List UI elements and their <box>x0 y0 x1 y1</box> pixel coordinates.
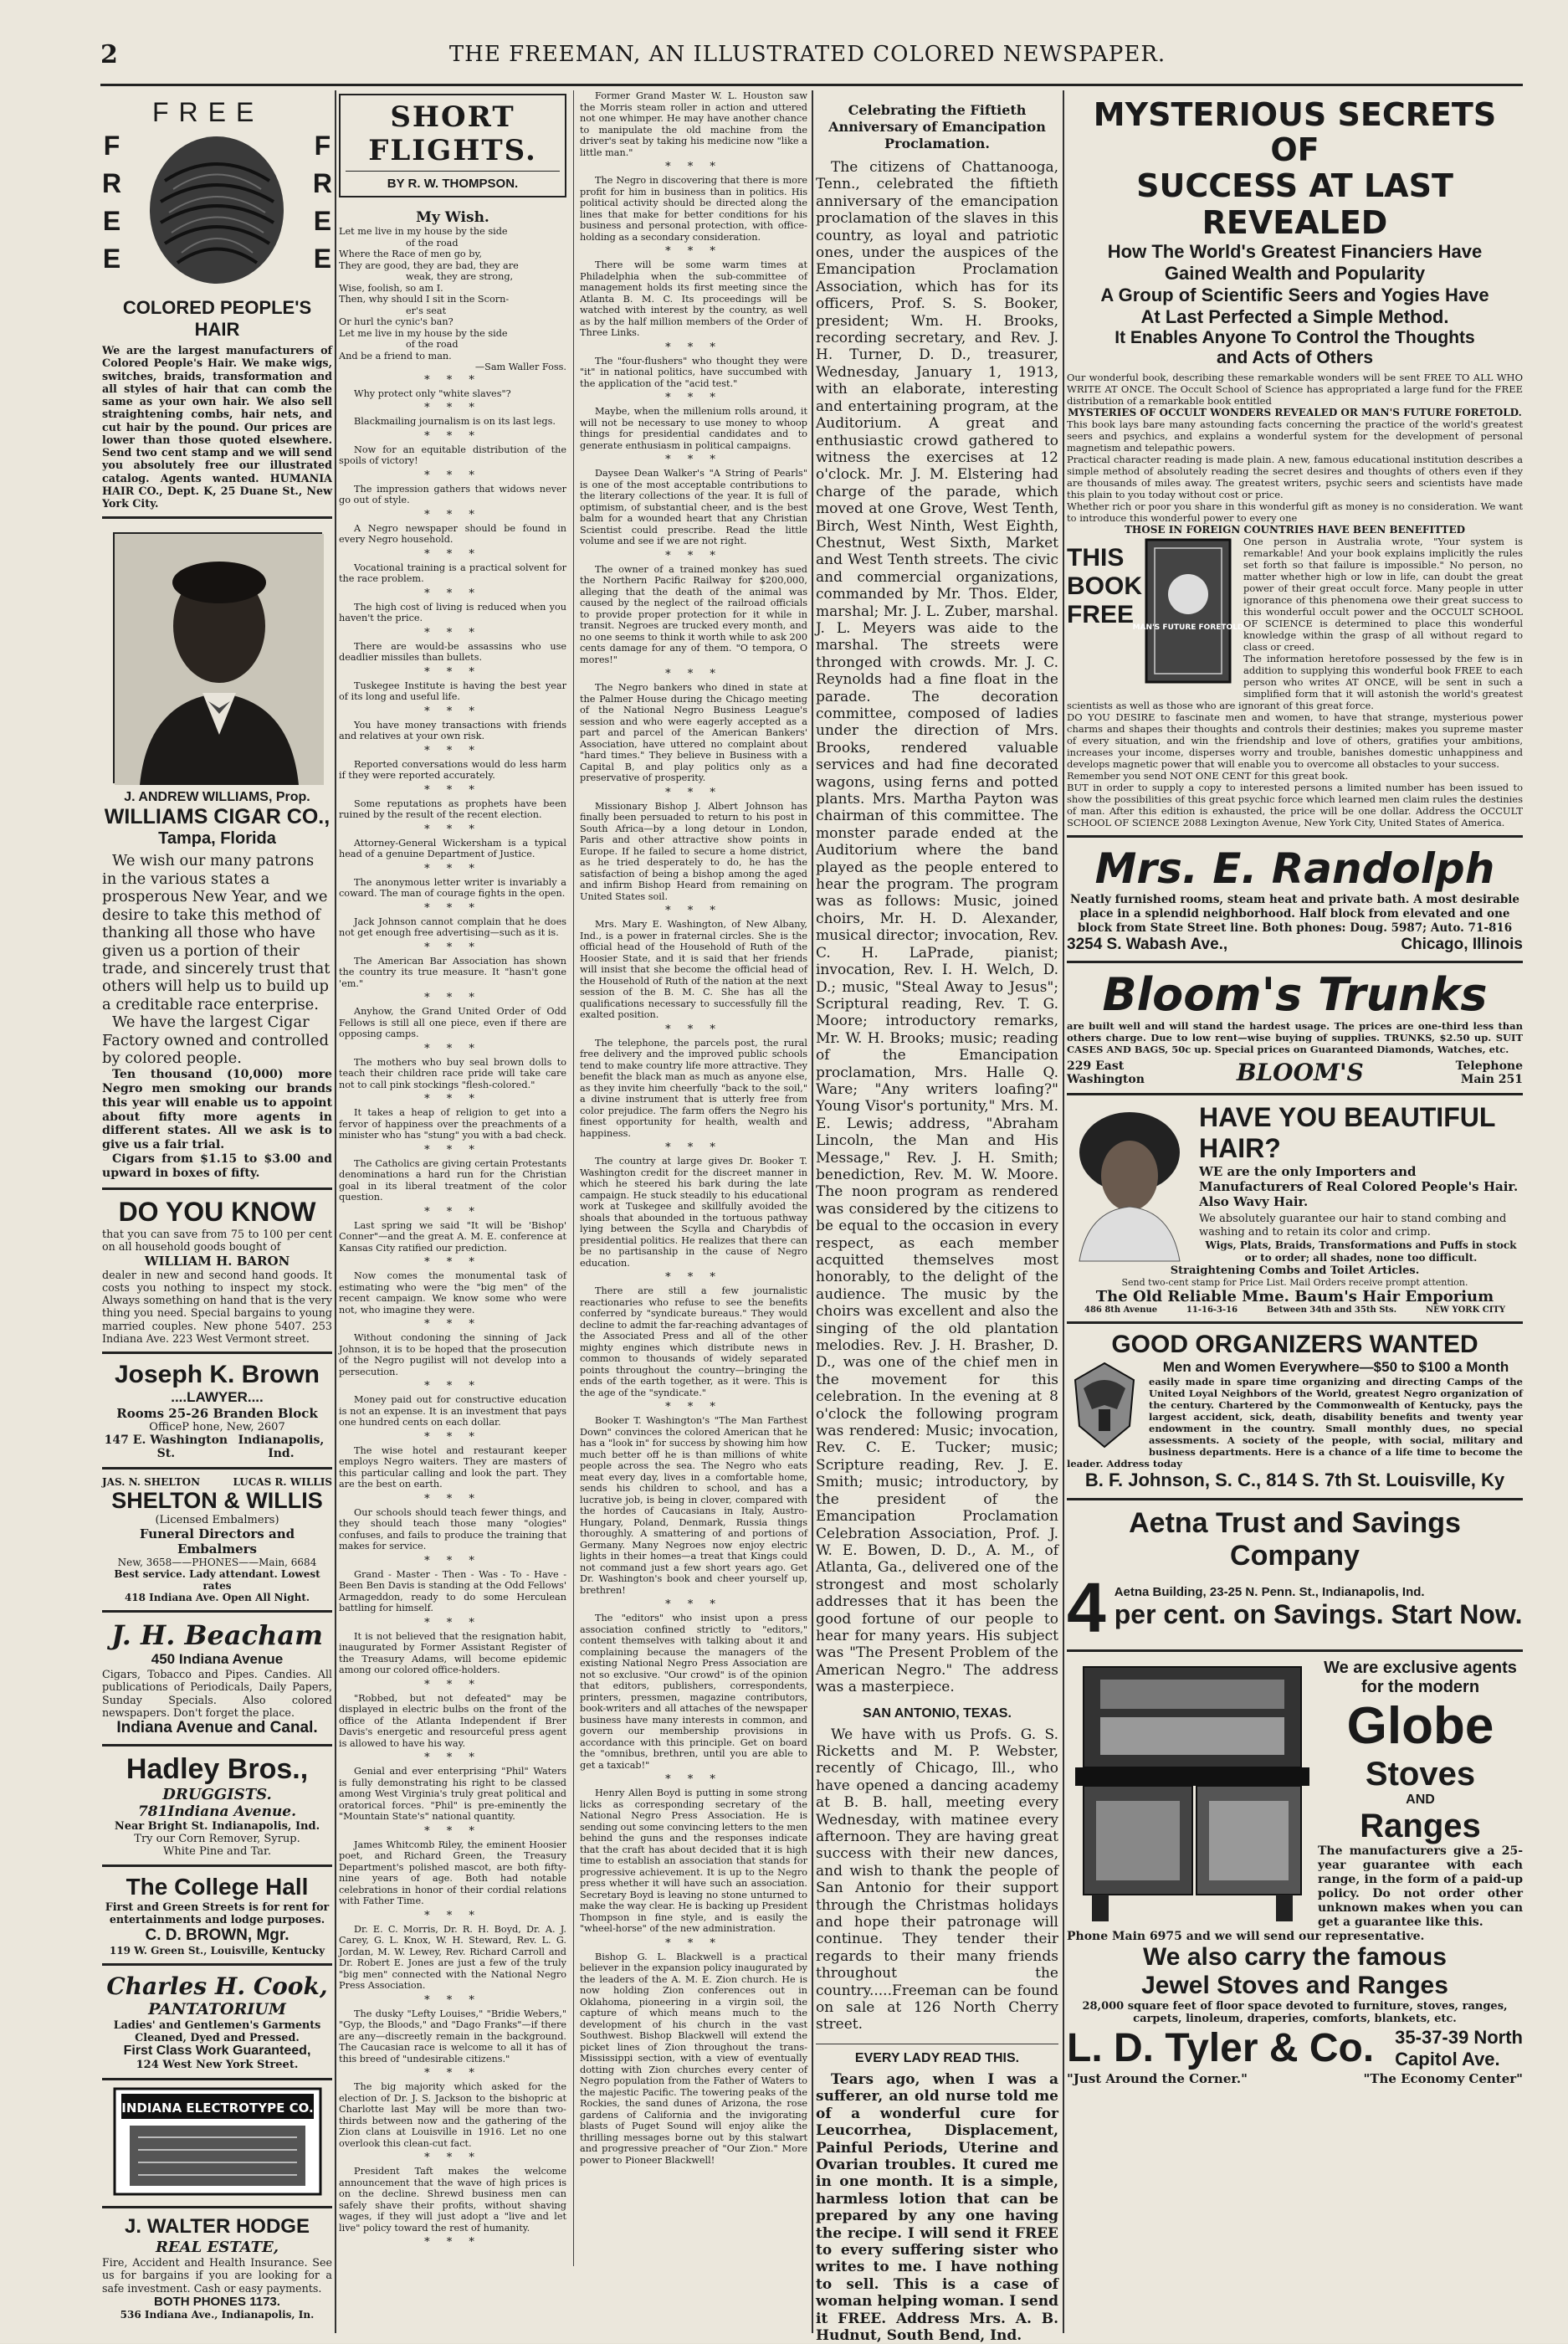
cigar-p1: We wish our many patrons in the various states a prosperous New Year, and we desire to take this method of thanking all those who have given us a portion of their trade, and sincerely trust that others will help us to build up a creditable race enterprise. <box>102 852 331 1013</box>
aetna-name: Aetna Trust and Savings Company <box>1129 1507 1461 1572</box>
separator-stars: * * * <box>665 1023 722 1036</box>
hodge-phones: BOTH PHONES 1173. <box>154 2294 280 2309</box>
separator-stars: * * * <box>424 2067 481 2080</box>
blooms-telephone: Telephone Main 251 <box>1455 1059 1523 1086</box>
lawyer-street-row: 147 E. Washington St. Indianapolis, Ind. <box>104 1434 325 1461</box>
short-flight-item: Without condoning the sinning of Jack Johnson, it is to be hoped that the prosecution of the Negro pugilist will not develop into a persecution. <box>339 1332 566 1377</box>
short-flights-byline: BY R. W. THOMPSON. <box>387 177 519 191</box>
separator-stars: * * * <box>424 1093 481 1105</box>
cigar-city: Tampa, Florida <box>158 829 276 849</box>
short-flight-item: There are would-be assassins who use deadlier missiles than bullets. <box>339 640 566 663</box>
column-divider <box>812 90 813 2333</box>
secrets-p8: Remember you send NOT ONE CENT for this great book. <box>1067 770 1349 782</box>
separator-stars: * * * <box>424 783 481 797</box>
college-body: First and Green Streets is for rent for entertainments and lodge purposes. <box>105 1900 330 1926</box>
secrets-p7: DO YOU DESIRE to fascinate men and women, to have that strange, mysterious power charms and shapes their thoughts and controls their destinies; makes you supreme master of every situation, and win the friendship and love of others, gratifies your ambitions, increases your income, disperses worry and trouble, banishes domestic unhappiness and develops magnetic power that will enable you to overcome all obstacles to your success. <box>1067 711 1523 770</box>
separator-stars: * * * <box>665 668 722 680</box>
separator-stars: * * * <box>424 1616 481 1629</box>
short-flight-item: The impression gathers that widows never go out of style. <box>339 483 566 505</box>
header-rule <box>100 84 1523 86</box>
separator-stars: * * * <box>665 341 722 354</box>
poem-line: They are good, they are bad, they are <box>339 259 519 271</box>
separator-stars: * * * <box>424 992 481 1004</box>
hadley-name: Hadley Bros., <box>126 1753 309 1786</box>
secrets-book-section <box>1067 536 1523 653</box>
separator-stars: * * * <box>424 665 481 679</box>
san-antonio-heading: SAN ANTONIO, TEXAS. <box>863 1705 1012 1721</box>
separator-stars: * * * <box>424 1430 481 1444</box>
globe-phone: Phone Main 6975 and we will send our representative. <box>1067 1930 1425 1943</box>
secrets-s6: and Acts of Others <box>1216 348 1374 367</box>
electrotype-name: INDIANA ELECTROTYPE CO. <box>120 2100 314 2116</box>
short-flight-item: Jack Johnson cannot complain that he does not get enough free advertising—such as it is. <box>339 916 566 938</box>
separator-stars: * * * <box>424 2152 481 2164</box>
baum-hair-ad <box>1067 1095 1523 1324</box>
short-flight-item: President Taft makes the welcome announcement that the wave of high prices is on the decline. Shrewd business men can safely shave their profits, without shaving wages, if they will just adopt a "live and let live" policy toward the rest of humanity. <box>339 2166 566 2234</box>
cook-ad <box>102 1966 332 2081</box>
woman-portrait <box>1067 1102 1192 1261</box>
cigar-p3: Ten thousand (10,000) more Negro men smoking our brands this year will enable us to appoint about fifty more agents in different states. All we ask is to give us a fair trial. <box>102 1067 332 1152</box>
doyouknow-t1: that you can save from 75 to 100 per cent on all household goods bought of <box>102 1228 332 1254</box>
hair-title: COLORED PEOPLE'S HAIR <box>122 297 312 340</box>
short-flight-item: James Whitcomb Riley, the eminent Hoosier poet, and Richard Green, the Treasury Department's polished mascot, are both fifty-nine years of age. Both had notable celebrations in honor of their cordial relations with Father Time. <box>339 1839 566 1906</box>
organizers-sub: Men and Women Everywhere—$50 to $100 a Month <box>1162 1359 1509 1375</box>
globe-p1: The manufacturers give a 25-year guarantee with each range, in the form of a paid-up policy. Do not order other unknown makes when you can get a guarantee like this. <box>1318 1844 1523 1929</box>
organizers-body: easily made in spare time organizing and directing Camps of the United Loyal Neighbors of the World, greatest Negro organization of the century. Chartered by the Commonwealth of Kentucky, pays the largest accident, sick, death, disability benefits and twenty year endowment in the country. Small monthly dues, no special assessments. A society of the people, with social, military and business departments. Here is a chance of a life time to become the leader. Address today <box>1067 1376 1523 1469</box>
short-flight-item: Vocational training is a practical solvent for the race problem. <box>339 562 566 584</box>
cook-sub: PANTATORIUM <box>148 1999 286 2018</box>
shelton-l2: 418 Indiana Ave. Open All Night. <box>124 1592 310 1604</box>
baum-name: The Old Reliable Mme. Baum's Hair Emporium <box>1095 1288 1494 1305</box>
secrets-p1b: MYSTERIES OF OCCULT WONDERS REVEALED OR MAN'S FUTURE FORETOLD. <box>1068 407 1522 418</box>
san-antonio-article: We have with us Profs. G. S. Ricketts and M. P. Webster, recently of Chicago, Ill., who have opened a dancing academy at B. B. hall, meeting every Wednesday, with matinee every afternoon. They are having great success with their new dances, and wish to thank the people of San Antonio for their support through the Christmas holidays and hope their patronage will continue. They tender their regards to their many friends throughout the country.....Freeman can be found on sale at 126 North Cherry street. <box>816 1726 1058 2034</box>
secrets-s2: Gained Wealth and Popularity <box>1164 263 1426 284</box>
blooms-name: Bloom's Trunks <box>1102 968 1488 1021</box>
cook-l1: First Class Work Guaranteed, <box>123 2044 311 2059</box>
tyler-address: 35-37-39 North Capitol Ave. <box>1395 2026 1523 2070</box>
hodge-addr: 536 Indiana Ave., Indianapolis, In. <box>120 2308 315 2321</box>
separator-stars: * * * <box>424 1492 481 1505</box>
short-flight-item: The Negro bankers who dined in state at the Palmer House during the Chicago meeting of the National Negro Business League's session and who were eagerly accepted as a part and parcel of the American Bankers' Association, have uttered no complaint about "hard times." They believe in Business with a Capital B, and play politics only as a preservative of prosperity. <box>580 682 807 783</box>
separator-stars: * * * <box>665 549 722 562</box>
short-flight-item: Maybe, when the millenium rolls around, it will not be necessary to use money to whoop things for presidential candidates and to generate enthusiasm in political campaigns. <box>580 406 807 451</box>
poem-line: of the road <box>406 237 459 249</box>
separator-stars: * * * <box>424 1824 481 1838</box>
short-flight-item: The Negro in discovering that there is more profit for him in business than in politics. His political activity should be directed along the lines that make for better conditions for his business and personal protection, with office-holding as a secondary consideration. <box>580 175 807 243</box>
globe-c1: We also carry the famous <box>1143 1943 1447 1971</box>
tyler-row <box>1067 2025 1523 2071</box>
separator-stars: * * * <box>424 429 481 443</box>
doyouknow-title: DO YOU KNOW <box>118 1197 316 1228</box>
globe-ranges: Ranges <box>1360 1808 1481 1844</box>
lawyer-phone: OfficeP hone, New, 2607 <box>149 1421 285 1434</box>
short-flight-item: Anyhow, the Grand United Order of Odd Fellows is still all one piece, even if there are opposing camps. <box>339 1006 566 1039</box>
secrets-p2: This book lays bare many astounding facts concerning the practice of the world's greatest seers and psychics, and explains a wonderful system for the development of personal magnetism and telepathic powers. <box>1067 418 1523 454</box>
short-flight-item: There are still a few journalistic reactionaries who refuse to see the benefits conferred by "syndicate bureaus." They would decline to admit the far-reaching advantages of the Associated Press and all of the other mighty engines which distribute news in common to thousands of widely separated points throughout the country—bringing the ends of the earth together, as it were. This is the age of the "syndicate." <box>580 1285 807 1398</box>
book-cover-title: MAN'S FUTURE FORETOLD <box>1132 623 1244 632</box>
separator-stars: * * * <box>424 1380 481 1393</box>
separator-stars: * * * <box>424 626 481 639</box>
page-number: 2 <box>100 39 118 69</box>
poem-line: And be a friend to man. <box>339 350 452 362</box>
short-flight-item: Mrs. Mary E. Washington, of New Albany, Ind., is a power in fraternal circles. She is the official head of the Household of Ruth of the Hoosier State, and it is said that her friends will insist that she become the official head of the Household of Ruth of the nation at the next session of the B. M. C. She has all the qualifications necessary to successfully fill the exalted position. <box>580 919 807 1020</box>
short-flight-item: Why protect only "white slaves"? <box>354 387 511 399</box>
every-lady-article: Tears ago, when I was a sufferer, an old nurse told me of a wonderful cure for Leucorrhea, Displacement, Painful Periods, Uterine and Ovarian troubles. It cured me in one month. It is a simple, harmless lotion that can be prepared by any one having the recipe. I will send it FREE to every suffering sister who writes to me. I have nothing to sell. This is a case of woman helping woman. I send it FREE. Address Mrs. A. B. Hudnut, South Bend, Ind. <box>816 2070 1058 2344</box>
hadley-addr: 781Indiana Avenue. <box>137 1803 297 1821</box>
page-header <box>100 33 1514 75</box>
short-flight-item: Missionary Bishop J. Albert Johnson has finally been persuaded to return to his post in South Africa—by a long detour in London, Paris and other attractive show points in Europe. If he failed to secure a home district, as he tried desperately to do, he has the satisfaction of being a bishop among the aged and infirm Bishop Heard from remaining on United States soil. <box>580 800 807 902</box>
organizers-body-row <box>1067 1359 1523 1469</box>
aetna-ad <box>1067 1500 1523 1652</box>
beacham-name: J. H. Beacham <box>111 1619 323 1652</box>
book-illustration <box>1067 536 1244 690</box>
short-flight-item: It is not believed that the resignation habit, inaugurated by Former Assistant Register of the Treasury Adams, will become epidemic among our colored office-holders. <box>339 1630 566 1675</box>
column-divider <box>1063 90 1064 2333</box>
baum-p4: Straightening Combs and Toilet Articles. <box>1170 1264 1420 1277</box>
short-flight-item: Blackmailing journalism is on its last legs. <box>354 416 556 427</box>
aetna-rate: per cent. on Savings. Start Now. <box>1114 1599 1523 1629</box>
eagle-emblem <box>1067 1359 1142 1451</box>
poem-line: Let me live in my house by the side <box>339 226 508 237</box>
short-flight-item: The dusky "Lefty Louises," "Bridie Webers," "Gyp, the Bloods," and "Dago Franks"—if there are any—discreetly remain in the background. The Caucasian race is welcome to all it has of this breed of "undesirable citizens." <box>339 2008 566 2064</box>
separator-stars: * * * <box>665 392 722 404</box>
ads-column-right <box>1067 90 1523 2333</box>
short-flight-item: The high cost of living is reduced when you haven't the price. <box>339 601 566 623</box>
shelton-l1: Best service. Lady attendant. Lowest rates <box>114 1568 320 1593</box>
cigar-p4: Cigars from $1.15 to $3.00 and upward in boxes of fifty. <box>102 1152 332 1181</box>
separator-stars: * * * <box>665 1401 722 1413</box>
secrets-s4: At Last Perfected a Simple Method. <box>1140 306 1449 327</box>
separator-stars: * * * <box>424 587 481 600</box>
baum-hair-top <box>1067 1102 1523 1239</box>
free-left: F R E E <box>102 131 122 274</box>
separator-stars: * * * <box>424 705 481 718</box>
randolph-ad <box>1067 838 1523 963</box>
short-flight-item: The "editors" who insist upon a press association confined strictly to "editors," content themselves with talking about it and complaining because the managers of the existing National Negro Press Association are not so exclusive. "Our crowd" is of the opinion that editors, publishers, correspondents, printers, pressmen, magazine contributors, book-writers and all attaches of the newspaper business have many interests in common, and govern our membership provisions in accordance with this principle. Get on board the "omnibus, brethren, until you are able to get a taxicab!" <box>580 1613 807 1771</box>
separator-stars: * * * <box>424 1256 481 1269</box>
short-flight-item: "Robbed, but not defeated" may be displayed in electric bulbs on the front of the office of the Atlanta Independent if Brer Davis's energetic and resourceful press agent is allowed to have his way. <box>339 1692 566 1749</box>
short-flight-item: The country at large gives Dr. Booker T. Washington credit for the discreet manner in which he steered his bark during the late campaign. He stuck steadily to his educational work at Tuskegee and skillfully avoided the shoals that abounded in the tortuous pathway lying between the Scylla and Charybdis of presidential politics. He realizes that there can be no partisanship in the cause of Negro education. <box>580 1156 807 1269</box>
short-flight-item: The wise hotel and restaurant keeper employs Negro waiters. They are masters of this particular calling and look the part. They are the best on earth. <box>339 1444 566 1490</box>
hadley-ad <box>102 1746 332 1867</box>
separator-stars: * * * <box>424 1205 481 1218</box>
separator-stars: * * * <box>424 823 481 836</box>
lawyer-title: ....LAWYER.... <box>171 1389 264 1406</box>
separator-stars: * * * <box>424 901 481 915</box>
cigar-prop: J. ANDREW WILLIAMS, Prop. <box>124 790 310 805</box>
globe-c2: Jewel Stoves and Ranges <box>1141 1972 1448 1999</box>
short-flights-text <box>339 90 807 2266</box>
separator-stars: * * * <box>424 2236 481 2249</box>
short-flight-item: Now for an equitable distribution of the spoils of victory! <box>339 444 566 466</box>
separator-stars: * * * <box>424 1993 481 2007</box>
secrets-p3: Practical character reading is made plain. A new, famous educational institution describes a simple method of absolutely reading the secret desires and thoughts of others even if they are thousands of miles away. The greatest writers, psychic seers and scientists have made this plain to you today without cost or price. <box>1067 454 1523 500</box>
stove-illustration <box>1067 1659 1318 1926</box>
beacham-body: Cigars, Tobacco and Pipes. Candies. All publications of Periodicals, Daily Papers, Sunday Specials. Also colored newspapers. Don't forget the place. <box>102 1668 332 1719</box>
cook-l2: 124 West New York Street. <box>136 2059 299 2072</box>
globe-stoves-ad <box>1067 1652 1523 2093</box>
short-flight-item: The telephone, the parcels post, the rural free delivery and the improved public schools tend to make country life more attractive. They benefit the black man as much as anyone else, as they invite him cheerfully "back to the soil," a divine instrument that is utterly free from color prejudice. The farm offers the Negro his finest opportunity for health, wealth and happiness. <box>580 1037 807 1139</box>
separator-stars: * * * <box>424 1752 481 1764</box>
separator-stars: * * * <box>424 941 481 954</box>
secrets-ad <box>1067 90 1523 838</box>
shelton-phones: New, 3658——PHONES——Main, 6684 <box>117 1557 317 1569</box>
separator-stars: * * * <box>424 1909 481 1922</box>
cigar-p2: We have the largest Cigar Factory owned and controlled by colored people. <box>102 1013 329 1068</box>
book-free-text: THIS BOOK FREE <box>1067 544 1142 628</box>
short-flight-item: The Catholics are giving certain Protestants denominations a hard run for the Christian goal in its liberal treatment of the color question. <box>339 1157 566 1203</box>
cook-name: Charles H. Cook, <box>106 1972 328 2000</box>
separator-stars: * * * <box>424 373 481 387</box>
baum-p3: Wigs, Plats, Braids, Transformations and Puffs in stock or to order; all shades, none too difficult. <box>1205 1239 1517 1264</box>
poem-line: weak, they are strong, <box>406 271 514 282</box>
separator-stars: * * * <box>665 905 722 917</box>
secrets-s1: How The World's Greatest Financiers Have <box>1107 241 1483 262</box>
separator-stars: * * * <box>424 547 481 561</box>
short-flight-item: The "four-flushers" who thought they were "it" in national politics, have succumbed with the application of the "acid test." <box>580 355 807 389</box>
globe-s1: We are exclusive agents <box>1324 1659 1517 1677</box>
tyler-name: L. D. Tyler & Co. <box>1067 2026 1375 2070</box>
separator-stars: * * * <box>424 1318 481 1331</box>
tyler-slogans: "Just Around the Corner." "The Economy Center" <box>1067 2071 1523 2086</box>
hair-braid-illustration <box>140 131 295 290</box>
secrets-p9: BUT in order to supply a copy to interested persons a limited number has been issued to show the possibilities of this great psychic force which learned men claim rules the destinies of man. After this edition is exhausted, the price will be one dollar. Address the OCCULT SCHOOL OF SCIENCE 2088 Lexington Avenue, New York City, United States of America. <box>1067 782 1523 828</box>
poem-line: Where the Race of men go by, <box>339 249 482 259</box>
short-flight-item: You have money transactions with friends and relatives at your own risk. <box>339 719 566 741</box>
hair-body: We are the largest manufacturers of Colored People's Hair. We make wigs, switches, braids, transformation and all styles of hair that can comb the same as your own hair. We also sell straightening combs, hair nets, and cut hair by the pound. Our prices are lower than those quoted elsewhere. Send two cent stamp and we will send you absolutely free our illustrated catalog. Agents wanted. HUMANIA HAIR CO., Dept. K, 25 Duane St., New York City. <box>102 344 332 510</box>
poem-line: Then, why should I sit in the Scorn- <box>339 294 510 305</box>
secrets-sub: THOSE IN FOREIGN COUNTRIES HAVE BEEN BENEFITTED <box>1124 524 1466 536</box>
hair-ad <box>102 90 332 519</box>
college-name: The College Hall <box>126 1874 309 1900</box>
free-banner <box>102 97 332 294</box>
separator-stars: * * * <box>424 508 481 521</box>
short-flight-item: Grand - Master - Then - Was - To - Have - Been Ben Davis is standing at the Odd Fellows' Armageddon, ready to do some Herculean battling for himself. <box>339 1568 566 1613</box>
separator-stars: * * * <box>665 245 722 258</box>
lawyer-name: Joseph K. Brown <box>114 1361 320 1389</box>
ads-column-left <box>102 90 332 2333</box>
shelton-sub: (Licensed Embalmers) <box>155 1514 279 1527</box>
short-flight-item: Bishop G. L. Blackwell is a practical believer in the expansion policy inaugurated by the leaders of the A. M. E. Zion church. He is now holding Zion conferences out in Oklahoma, pioneering in a virgin soil, the capture of which means much to the development of his church in the vast Southwest. Bishop Blackwell will extend the picket lines of Zion throughout the trans-Mississippi section, with a view of eventually dotting with Zion churches every center of Negro population from the Father of Waters to the majestic Pacific. The towering peaks of the Rockies, the sand dunes of Arizona, the rose gardens of California and the invigorating blasts of Puget Sound will enjoy alike the thrilling messages borne out by this stalwart and progressive preacher of "Our Zion." More power to Pioneer Blackwell! <box>580 1951 807 2166</box>
hodge-ad <box>102 2208 332 2327</box>
separator-stars: * * * <box>665 1936 722 1950</box>
beacham-addr: 450 Indiana Avenue <box>151 1651 284 1668</box>
secrets-h2: SUCCESS AT LAST REVEALED <box>1136 167 1453 241</box>
book-cover <box>1132 536 1244 686</box>
aetna-addr: Aetna Building, 23-25 N. Penn. St., Indianapolis, Ind. <box>1114 1585 1425 1599</box>
baum-addr: 486 8th Avenue 11-16-3-16 Between 34th and 35th Sts. NEW YORK CITY <box>1084 1305 1505 1315</box>
hadley-l1: Near Bright St. Indianapolis, Ind. <box>114 1820 320 1834</box>
short-flight-item: Dr. E. C. Morris, Dr. R. H. Boyd, Dr. A. J. Carey, G. L. Knox, W. H. Steward, Rev. L. G. Jordan, M. W. Lewey, Rev. Richard Carroll and Dr. Robert E. Jones are just a few of the truly "big men" connected with the National Negro Press Association. <box>339 1923 566 1991</box>
baron-name: WILLIAM H. BARON <box>144 1253 290 1269</box>
shelton-partners: JAS. N. SHELTON LUCAS R. WILLIS <box>102 1476 332 1489</box>
free-top: FREE <box>152 97 264 127</box>
short-flight-item: Henry Allen Boyd is putting in some strong licks as corresponding secretary of the National Negro Press Association. He is sending out some convincing letters to the men behind the guns and the responses indicate that the craft has about decided that it is high time to establish an association that stands for progressive achievement. It is up to the Negro press whether it will have such an association. Secretary Boyd is leaving no stone unturned to make the way clear. He is backing up President Thompson in fine style, and is easily the "wheel-horse" of the new administration. <box>580 1787 807 1934</box>
short-flight-item: Reported conversations would do less harm if they were reported accurately. <box>339 758 566 781</box>
college-hall-ad <box>102 1867 332 1966</box>
separator-stars: * * * <box>424 469 481 482</box>
college-addr: 119 W. Green St., Louisville, Kentucky <box>109 1944 325 1957</box>
short-flight-item: Booker T. Washington's "The Man Farthest Down" convinces the colored American that he has a "look in" for success by showing him how much better off he is than millions of white people across the sea. The Negro who eats meat every day, lives in a comfortable home, sends his children to school, and has a lucrative job, is being in clover, compared with the hordes of Caucasians in Italy, Austro-Hungary, Poland, Denmark, Russia things thoroughly. A smattering of and portions of Germany. Many Negroes now enjoy electric lights in their homes—a treat that Kings could not command just a few short years ago. Get Dr. Washington's book and cheer yourself up, brethren! <box>580 1415 807 1596</box>
lawyer-addr: Rooms 25-26 Branden Block <box>116 1406 318 1422</box>
news-text-flow <box>816 102 1058 2344</box>
separator-stars: * * * <box>424 1143 481 1157</box>
randolph-body: Neatly furnished rooms, steam heat and private bath. A most desirable place in a splendid neighborhood. Half block from elevated and one block from State Street line. Both phones: Doug. 5987; Auto. 71-816 <box>1070 893 1519 935</box>
short-flight-item: Genial and ever enterprising "Phil" Waters is fully demonstrating his right to be classed among West Virginia's truly great political and oratorical forces. "Phil" is pre-eminently the "Mountain State's" national quantity. <box>339 1766 566 1822</box>
hodge-name: J. WALTER HODGE <box>125 2215 310 2239</box>
secrets-p5: One person in Australia wrote, "Your system is remarkable! And your book explains implicitly the rules set forth so that failure is impossible." No person, no matter whether high or low in life, can doubt the great power of their great occult force. Many people in utter ignorance of this phenomena owe their great success to this wonderful occult power and the OCCULT SCHOOL OF SCIENCE is determined to place this wonderful knowledge within the grasp of all without regard to class or creed. <box>1243 536 1523 653</box>
poem <box>339 226 566 373</box>
lawyer-ad <box>102 1354 332 1469</box>
hadley-l2: Try our Corn Remover, Syrup. <box>134 1833 300 1846</box>
short-flight-item: The American Bar Association has shown the country its true measure. It "hasn't gone 'em." <box>339 955 566 989</box>
shelton-sub2: Funeral Directors and Embalmers <box>139 1526 295 1557</box>
baum-p5: Send two-cent stamp for Price List. Mail Orders receive prompt attention. <box>1121 1277 1468 1288</box>
organizers-ad <box>1067 1324 1523 1500</box>
globe-p2: 28,000 square feet of floor space devoted to furniture, stoves, ranges, carpets, linoleum, draperies, comforts, blankets, etc. <box>1082 2000 1508 2025</box>
separator-stars: * * * <box>665 1773 722 1786</box>
short-flight-item: A Negro newspaper should be found in every Negro household. <box>339 522 566 545</box>
separator-stars: * * * <box>665 161 722 173</box>
blooms-ad <box>1067 963 1523 1095</box>
every-lady-heading: EVERY LADY READ THIS. <box>816 2044 1058 2066</box>
man-portrait <box>115 534 324 785</box>
randolph-addr-row: 3254 S. Wabash Ave., Chicago, Illinois <box>1067 936 1523 953</box>
emancipation-article: The citizens of Chattanooga, Tenn., celebrated the fiftieth anniversary of the emancipation proclamation of the slaves in this country, as loyal and patriotic ones, under the auspices of the Emancipation Proclamation Association, which has for its officers, Prof. S. S. Booker, president; Wm. H. Brooks, recording secretary, and Rev. J. H. Turner, D. D., treasurer, Wednesday, January 1, 1913, with an elaborate, interesting and entertaining program, at the Auditorium. A great and enthusiastic crowd gathered to witness the exercises at 12 o'clock. Mr. J. M. Elstering had charge of the parade, which moved at one Grove, West Tenth, Birch, West Ninth, West Eighth, Chestnut, West Sixth, Market and West Tenth streets. The civic and commercial organizations, commanded by Mr. Thos. Elder, marshal; Mr. J. L. Zuber, marshal. J. L. Meyers was aide to the marshal. The streets were thronged with crowds. Mr. J. C. Reynolds had a fine float in the parade. The decoration committee, composed of ladies under the direction of Mrs. Brooks, rendered valuable services and had fine decorated wagons, using ferns and potted plants. Mrs. Martha Payton was chairman of this committee. The monster parade ended at the Auditorium where the band played as the people entered to hear the program. The program was as follows: Music, joined choirs, Mr. H. D. Alexander, musical director; invocation, Rev. C. H. LaPrade, pianist; invocation, Rev. I. H. Welch, D. D.; music, "Steal Away to Jesus"; Scriptural reading, Rev. T. G. Moore; introductory remarks, Mr. W. H. Brooks; music; reading of the Emancipation proclamation, Mrs. Halle Q. Ware; "Any writers loafing?" Young Visor's portunity," Mrs. M. E. Lewis; address, "Abraham Lincoln, the Man and His Message," Rev. J. H. Smith; benediction, Rev. M. W. Moore. The noon program as rendered was considered by the citizens to be equal to the occasion in every respect, as each member acquitted themselves most honorably, to the delight of the audience. The music by the choirs was excellent and also the singing of the old plantation melodies. Rev. J. H. Brasher, D. D., was one of the chief men in the movement for this celebration. In the evening at 8 o'clock the following program was rendered: Music; invocation, Rev. C. E. Tucker; music; Scripture reading, Rev. J. E. Smith; music; introductory, by the president of the Emancipation Proclamation Celebration Association, Prof. J. W. E. Bowen, D. D., A. M., of Atlanta, Ga., delivered one of the strongest and most scholarly addresses that it has been the good fortune of our people to hear for many years. His subject was "The Present Problem of the American Negro." The address was a masterpiece. <box>816 159 1058 1696</box>
secrets-s5: It Enables Anyone To Control the Thoughts <box>1115 328 1475 347</box>
aetna-num: 4 <box>1067 1568 1106 1647</box>
secrets-s3: A Group of Scientific Seers and Yogies Have <box>1100 285 1489 305</box>
shelton-name: SHELTON & WILLIS <box>111 1488 323 1514</box>
short-flights-column <box>339 90 807 2333</box>
short-flight-item: The anonymous letter writer is invariably a coward. The man of courage fights in the open. <box>339 876 566 899</box>
hadley-sub: DRUGGISTS. <box>162 1786 272 1804</box>
beacham-ad <box>102 1613 332 1746</box>
emancipation-heading: Celebrating the Fiftieth Anniversary of Emancipation Proclamation. <box>828 102 1046 151</box>
cigar-name: WILLIAMS CIGAR CO., <box>104 805 331 829</box>
college-mgr: C. D. BROWN, Mgr. <box>145 1926 290 1944</box>
short-flight-item: Some reputations as prophets have been ruined by the result of the recent election. <box>339 798 566 820</box>
separator-stars: * * * <box>424 1042 481 1055</box>
secrets-h1: MYSTERIOUS SECRETS OF <box>1093 96 1497 168</box>
hodge-body: Fire, Accident and Health Insurance. See us for bargains if you are looking for a safe investment. Cash or easy payments. <box>102 2256 332 2295</box>
separator-stars: * * * <box>424 1554 481 1567</box>
short-flight-item: Last spring we said "It will be 'Bishop' Conner"—and the great A. M. E. conference at Kansas City ratified our prediction. <box>339 1219 566 1254</box>
poem-line: Wise, foolish, so am I. <box>339 282 443 294</box>
secrets-p1: Our wonderful book, describing these remarkable wonders will be sent FREE TO ALL WHO WRITE AT ONCE. The Occult School of Science has appropriated a large fund for the FREE distribution of a remarkable book entitled <box>1067 372 1523 407</box>
doyouknow-ad <box>102 1190 332 1354</box>
short-flight-item: The big majority which asked for the election of Dr. J. S. Jackson to the bishopric at Charlotte last May will be more than two-thirds between now and the gathering of the Zion clans at Louisville in 1916. Let no one overlook this clean-cut fact. <box>339 2081 566 2149</box>
poem-line: Or hurl the cynic's ban? <box>339 316 453 327</box>
portrait-photo <box>113 532 322 783</box>
separator-stars: * * * <box>665 1141 722 1154</box>
poem-line: of the road <box>406 339 459 350</box>
randolph-name: Mrs. E. Randolph <box>1094 844 1495 893</box>
short-flight-item: Daysee Dean Walker's "A String of Pearls" is one of the most acceptable contributions to the literary collections of the year. It is full of optimism, of substantial cheer, and is the best balm for a wounded heart that any Christian Scientist could prescribe. Read the little volume and see if we are not right. <box>580 468 807 546</box>
poem-title: My Wish. <box>416 209 489 226</box>
hodge-sub: REAL ESTATE, <box>155 2239 279 2257</box>
secrets-p4: Whether rich or poor you share in this wonderful gift as money is no consideration. We want to introduce this wonderful power to every one <box>1067 500 1523 524</box>
blooms-footer <box>1067 1059 1523 1086</box>
baum-p2: We absolutely guarantee our hair to stand combing and washing and to retain its color and crimp. <box>1199 1213 1507 1239</box>
short-flights-header <box>339 94 566 197</box>
free-right: F R E E <box>312 131 332 274</box>
column-divider <box>335 90 336 2333</box>
doyouknow-t2: dealer in new and second hand goods. It costs you nothing to inspect my stock. Always something on hand that is the very thing you need. Special bargains to young married couples. New phone 5407. 253 Indiana Ave. 223 West Vermont street. <box>102 1268 332 1345</box>
news-column <box>816 90 1058 2344</box>
blooms-address: 229 East Washington <box>1067 1059 1145 1086</box>
blooms-body: are built well and will stand the hardest usage. The prices are one-third less than others charge. Due to low rent—wise buying of supplies. TRUNKS, $2.50 up. SUIT CASES AND BAGS, 50c up. Special prices on Guaranteed Diamonds, Watches, etc. <box>1067 1020 1523 1055</box>
secrets-p6: The information heretofore possessed by the few is in addition to supplying this wonderful book FREE to each person who writes AT ONCE, will be sent in such a simplified form that it will astonish the world's greatest scientists as well as those who are ignorant of this great force. <box>1067 653 1523 711</box>
electrotype-logo <box>113 2087 322 2196</box>
separator-stars: * * * <box>424 744 481 757</box>
separator-stars: * * * <box>665 1271 722 1284</box>
globe-stoves: Stoves <box>1365 1756 1476 1793</box>
baum-title: HAVE YOU BEAUTIFUL HAIR? <box>1199 1102 1495 1163</box>
shelton-ad <box>102 1469 332 1613</box>
short-flight-item: Tuskegee Institute is having the best year of its long and useful life. <box>339 680 566 702</box>
globe-name: Globe <box>1346 1697 1494 1755</box>
short-flight-item: Attorney-General Wickersham is a typical head of a genuine Department of Justice. <box>339 837 566 859</box>
separator-stars: * * * <box>665 786 722 799</box>
blooms-signature: BLOOM'S <box>1236 1059 1364 1086</box>
globe-and: AND <box>1406 1793 1435 1807</box>
short-flight-item: Our schools should teach fewer things, and they should teach those many "ologies" confuses, and fails to produce the training that makes for service. <box>339 1506 566 1552</box>
globe-top <box>1067 1659 1523 1930</box>
separator-stars: * * * <box>665 1598 722 1611</box>
short-flight-item: It takes a heap of religion to get into a fervor of happiness over the preachments of a minister who has "stung" you with a bad check. <box>339 1107 566 1141</box>
globe-s2: for the modern <box>1360 1678 1480 1696</box>
cook-body: Ladies' and Gentlemen's Garments Cleaned, Dyed and Pressed. <box>113 2018 321 2044</box>
organizers-title: GOOD ORGANIZERS WANTED <box>1111 1331 1478 1358</box>
masthead-title: THE FREEMAN, AN ILLUSTRATED COLORED NEWSPAPER. <box>448 42 1166 67</box>
electrotype-ad <box>102 2080 332 2208</box>
short-flights-title: SHORT FLIGHTS. <box>346 100 560 172</box>
separator-stars: * * * <box>424 862 481 875</box>
beacham-foot: Indiana Avenue and Canal. <box>116 1719 318 1737</box>
hadley-l3: White Pine and Tar. <box>163 1845 271 1859</box>
poem-line: —Sam Waller Foss. <box>474 362 566 372</box>
short-flight-item: Money paid out for constructive education is not an expense. It is an investment that pays one hundred cents on each dollar. <box>339 1394 566 1428</box>
aetna-rate-row <box>1067 1568 1523 1647</box>
poem-line: er's seat <box>406 305 447 316</box>
cigar-ad <box>102 519 332 1190</box>
organizers-name: B. F. Johnson, S. C., 814 S. 7th St. Louisville, Ky <box>1084 1469 1505 1490</box>
short-flight-item: The mothers who buy seal brown dolls to teach their children race pride will take care not to call pink stockings "flesh-colored." <box>339 1056 566 1090</box>
short-flight-item: There will be some warm times at Philadelphia when the sub-committee of management holds its first meeting since the Atlanta B. M. C. Its proceedings will be watched with interest by the country, as well as by the half million members of the Order of Three Links. <box>580 259 807 338</box>
short-flight-item: Now comes the monumental task of estimating who were the "big men" of the recent campaign. We know some who were not, who imagine they were. <box>339 1270 566 1316</box>
separator-stars: * * * <box>424 402 481 414</box>
baum-p1: WE are the only Importers and Manufacturers of Real Colored People's Hair. Also Wavy Hair. <box>1199 1164 1519 1209</box>
separator-stars: * * * <box>424 1678 481 1691</box>
short-flight-item: The owner of a trained monkey has sued the Northern Pacific Railway for $200,000, alleging that the death of the animal was caused by the neglect of the railroad officials to provide proper protection for it while in transit. Negroes are trucked every month, and no one seems to think it worth while to ask 200 cents damage for any of them. "O tempora, O mores!" <box>580 563 807 665</box>
short-flight-item: Former Grand Master W. L. Houston saw the Morris steam roller in action and uttered not one whimper. He may have another chance to manipulate the old machine from the driver's seat by taking his medicine now "like a little man." <box>580 90 807 158</box>
poem-line: Let me live in my house by the side <box>339 327 508 339</box>
separator-stars: * * * <box>665 454 722 466</box>
short-flights-paragraphs <box>339 90 807 2266</box>
